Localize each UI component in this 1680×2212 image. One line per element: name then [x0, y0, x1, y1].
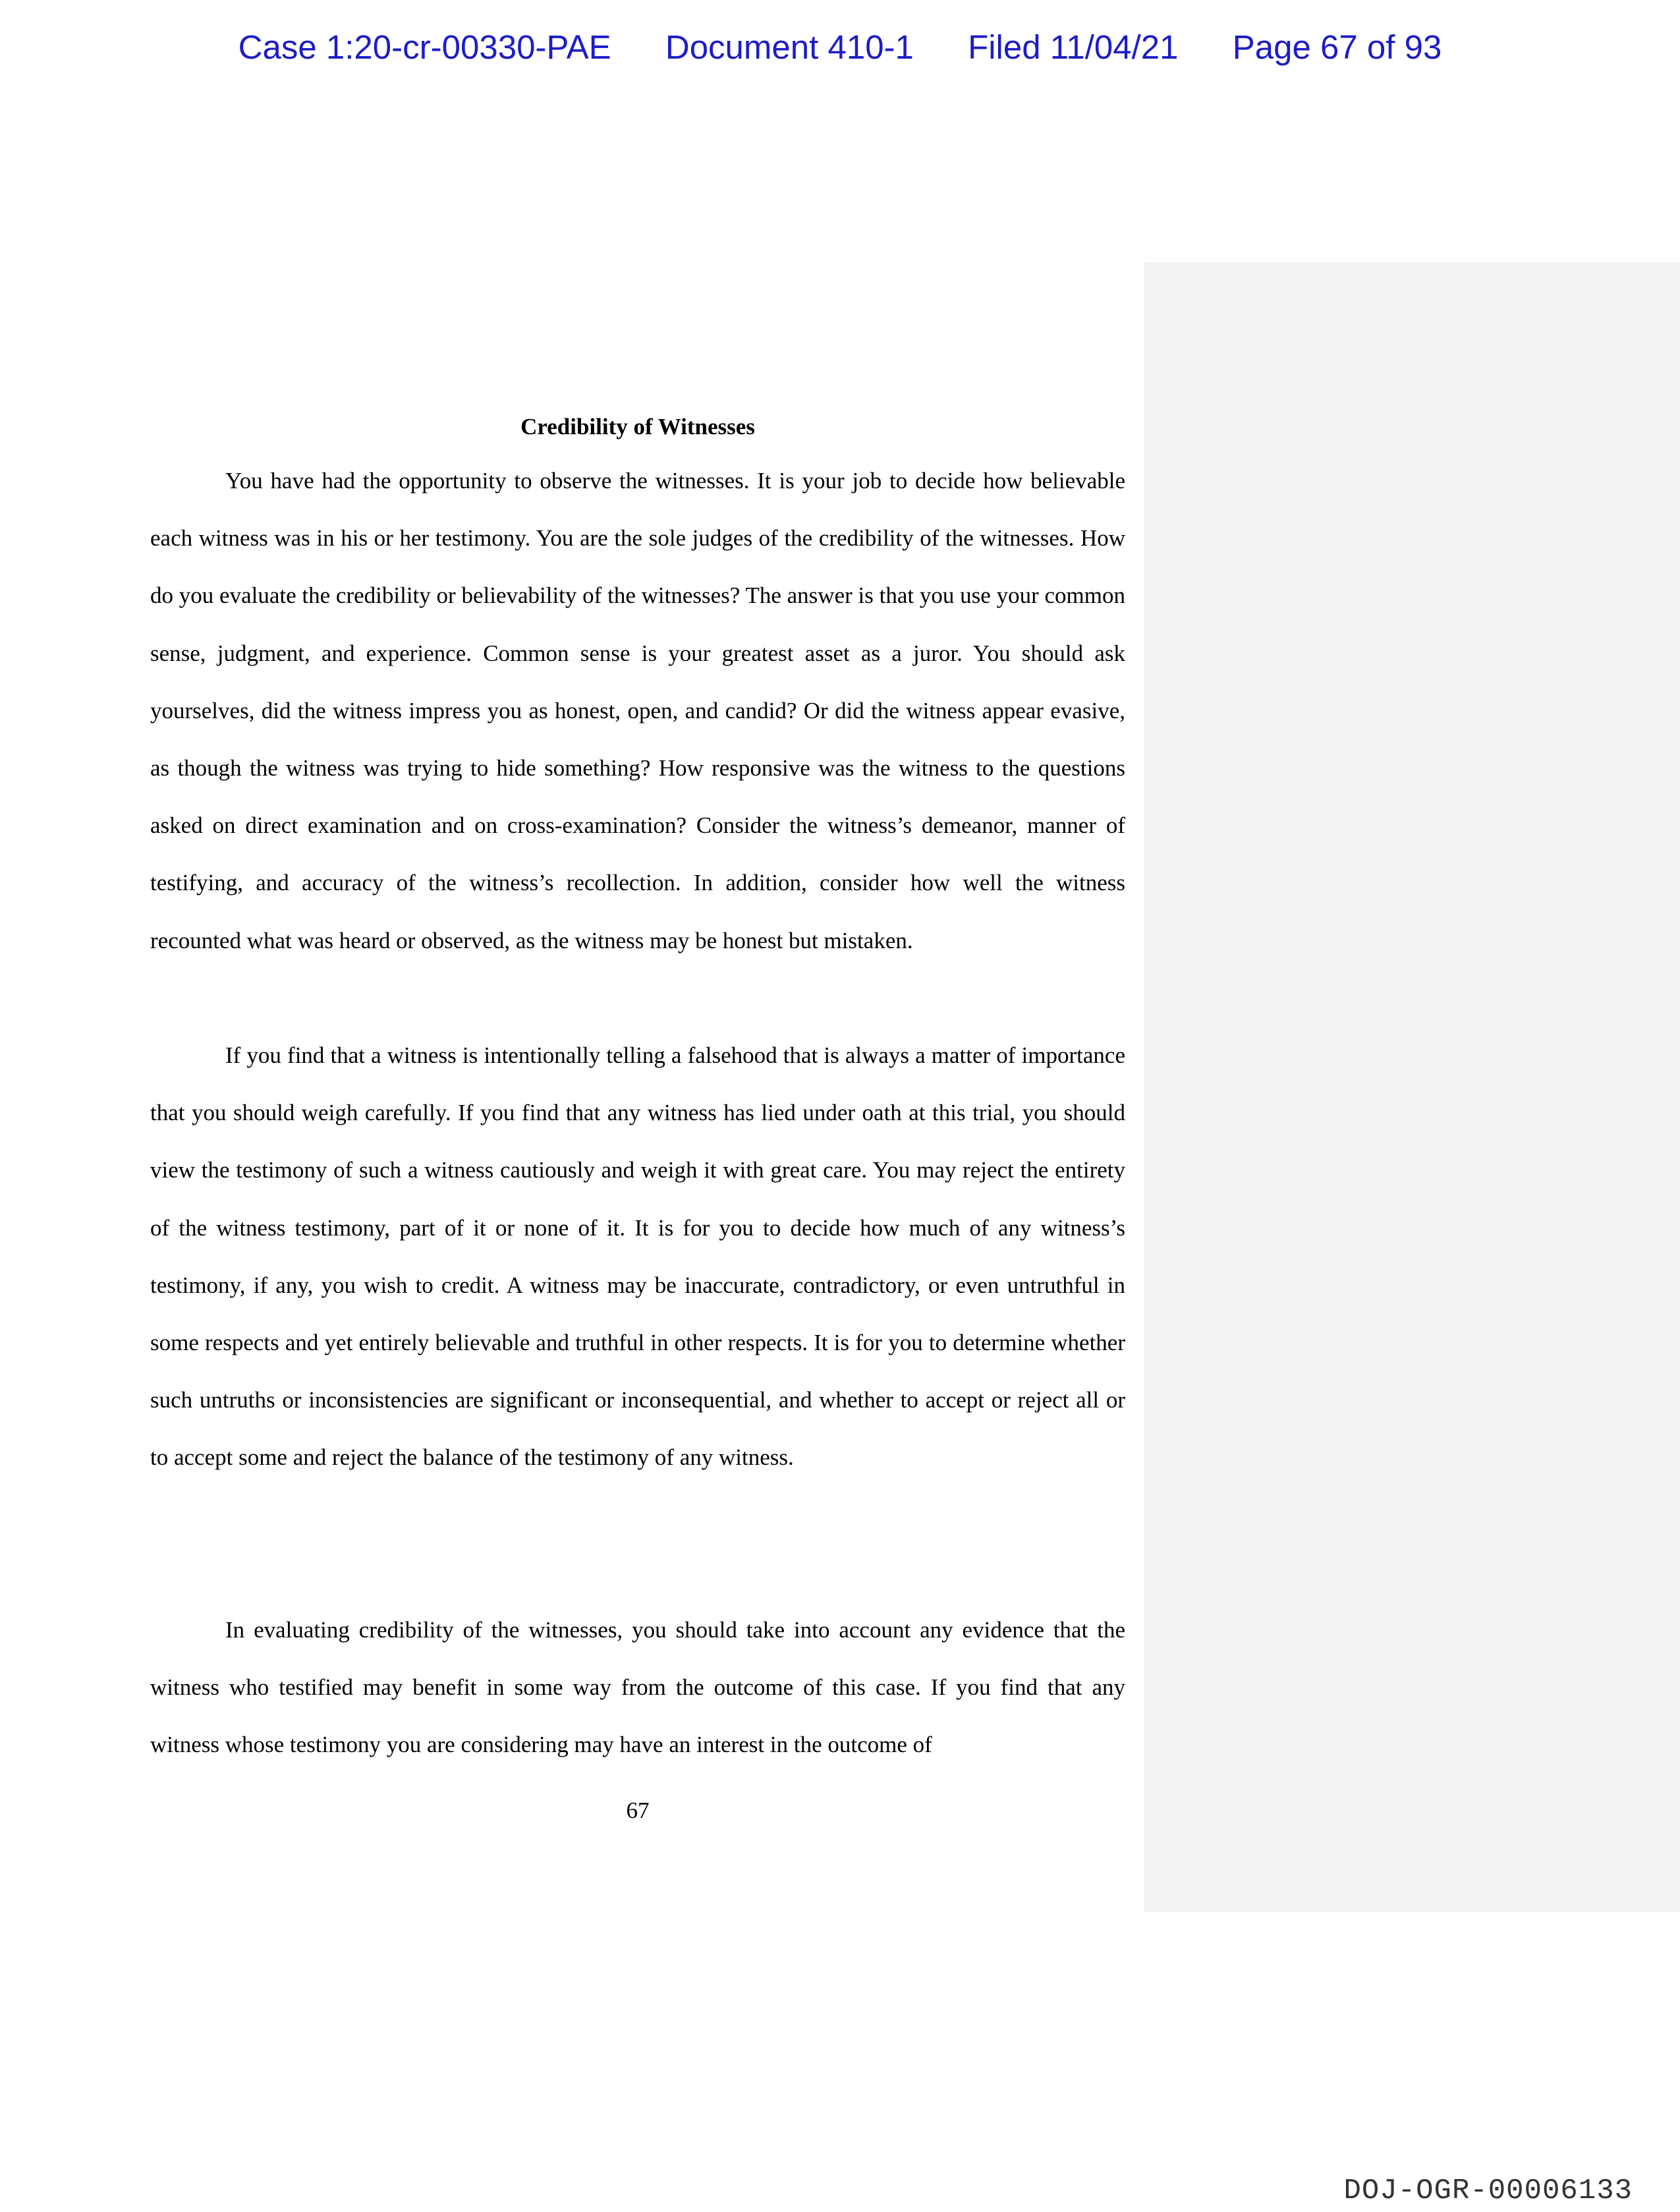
section-heading: Credibility of Witnesses: [520, 414, 755, 440]
body-paragraph: If you find that a witness is intentionally telling a falsehood that is always a matter of importance that you should weigh carefully. If you find that any witness has lied under oath at this trial, you should view the testimony of such a witness cautiously and weigh it with great care. You may reject the entirety of the witness testimony, part of it or none of it. It is for you to decide how much of any witness’s testimony, if any, you wish to credit. A witness may be inaccurate, contradictory, or even untruthful in some respects and yet entirely believable and truthful in other respects. It is for you to determine whether such untruths or inconsistencies are significant or inconsequential, and whether to accept or reject all or to accept some and reject the balance of the testimony of any witness.: [150, 1042, 1125, 1471]
case-number: Case 1:20-cr-00330-PAE: [238, 28, 611, 66]
ecf-filing-header: [0, 28, 1680, 67]
bates-number: DOJ-OGR-00006133: [1343, 2174, 1633, 2207]
body-paragraph: In evaluating credibility of the witnesses, you should take into account any evidence that the witness who testified may benefit in some way from the outcome of this case. If you find that any witness whose testimony you are considering may have an interest in the outcome of: [150, 1617, 1125, 1758]
page-number: 67: [626, 1798, 650, 1823]
filed-date: Filed 11/04/21: [968, 28, 1179, 66]
body-paragraph: You have had the opportunity to observe the witnesses. It is your job to decide how believable each witness was in his or her testimony. You are the sole judges of the credibility of the witnesses. How do you evaluate the credibility or believability of the witnesses? The answer is that you use your common sense, judgment, and experience. Common sense is your greatest asset as a juror. You should ask yourselves, did the witness impress you as honest, open, and candid? Or did the witness appear evasive, as though the witness was trying to hide something? How responsive was the witness to the questions asked on direct examination and on cross-examination? Consider the witness’s demeanor, manner of testifying, and accuracy of the witness’s recollection. In addition, consider how well the witness recounted what was heard or observed, as the witness may be honest but mistaken.: [150, 468, 1125, 953]
document-number: Document 410-1: [665, 28, 914, 66]
comment-margin-panel: [1144, 262, 1680, 1912]
page-count: Page 67 of 93: [1232, 28, 1442, 66]
